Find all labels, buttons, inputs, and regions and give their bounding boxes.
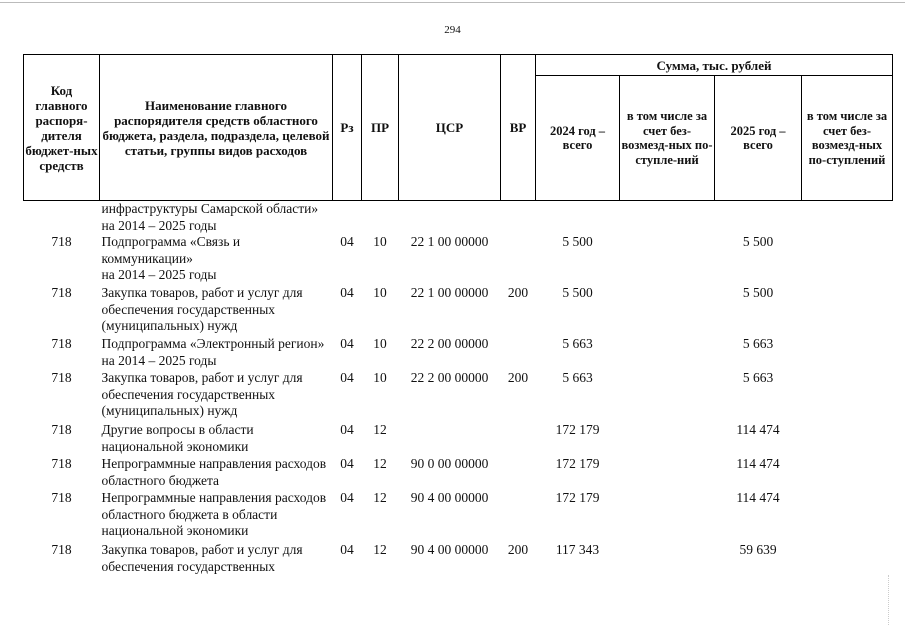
cell-vr: [501, 456, 536, 490]
cell-vr: [501, 490, 536, 542]
cell-rz: 04: [340, 285, 354, 300]
cell-2024-free: [620, 234, 715, 285]
cell-rz: 04: [340, 456, 354, 471]
cell-2024-total: 172 179: [555, 422, 600, 437]
header-2025-free: в том числе за счет без-возмезд-ных по-ступлений: [802, 76, 893, 201]
header-pr: ПР: [362, 55, 399, 201]
cell-name: инфраструктуры Самарской области» на 2014 – 2025 годы: [101, 201, 319, 233]
cell-vr: [501, 234, 536, 285]
cell-2024-total: 5 663: [562, 370, 593, 385]
cell-code: 718: [51, 422, 72, 437]
cell-2024-free: [620, 285, 715, 336]
cell-2025-free: [802, 422, 893, 456]
cell-pr: 12: [373, 422, 387, 437]
cell-name: Закупка товаров, работ и услуг для обеспечения государственных: [101, 542, 303, 574]
cell-2024-free: [620, 201, 715, 235]
cell-2024-total: [536, 201, 620, 235]
cell-csr: 22 2 00 00000: [410, 336, 489, 351]
cell-rz: 04: [340, 422, 354, 437]
cell-2025-free: [802, 201, 893, 235]
table-header: [24, 55, 893, 201]
cell-csr: [399, 422, 501, 456]
table-row: [24, 422, 893, 456]
cell-2025-free: [802, 490, 893, 542]
cell-name: Непрограммные направления расходов областного бюджета: [101, 456, 327, 488]
scan-artifact: [888, 575, 890, 625]
top-rule: [0, 2, 905, 3]
cell-2025-total: 5 500: [742, 285, 774, 300]
cell-vr: [501, 422, 536, 456]
header-rz: Рз: [333, 55, 362, 201]
cell-name: Закупка товаров, работ и услуг для обеспечения государственных (муниципальных) нужд: [101, 285, 303, 333]
table-row: [24, 336, 893, 370]
cell-2025-free: [802, 234, 893, 285]
cell-name: [100, 234, 333, 285]
table-row: [24, 542, 893, 576]
cell-csr: 90 4 00 00000: [410, 490, 489, 505]
table-row: [24, 285, 893, 336]
table-row: [24, 456, 893, 490]
cell-csr: [399, 201, 501, 235]
cell-vr: 200: [507, 370, 529, 385]
cell-pr: 12: [373, 456, 387, 471]
cell-rz: 04: [340, 370, 354, 385]
cell-2024-total: 172 179: [555, 490, 600, 505]
cell-name: Подпрограмма «Электронный регион» на 2014 – 2025 годы: [101, 336, 325, 368]
cell-rz: [333, 201, 362, 235]
cell-pr: [362, 201, 399, 235]
cell-vr: [501, 336, 536, 370]
header-sum: Сумма, тыс. рублей: [536, 55, 893, 76]
cell-rz: 04: [340, 490, 354, 505]
cell-2025-free: [802, 456, 893, 490]
cell-rz: 04: [340, 542, 354, 557]
table-row: [24, 370, 893, 422]
cell-code: [24, 201, 100, 235]
cell-name: Закупка товаров, работ и услуг для обеспечения государственных (муниципальных) нужд: [101, 370, 303, 418]
header-vr: ВР: [501, 55, 536, 201]
cell-csr: 22 2 00 00000: [410, 370, 489, 385]
cell-csr: 90 0 00 00000: [410, 456, 489, 471]
cell-2025-total: 114 474: [736, 490, 780, 505]
cell-2024-free: [620, 456, 715, 490]
cell-2024-free: [620, 490, 715, 542]
cell-2025-total: 5 663: [742, 336, 774, 351]
cell-pr: 12: [373, 490, 387, 505]
cell-2024-total: 117 343: [555, 542, 600, 557]
cell-2025-free: [802, 542, 893, 576]
table-body: [24, 201, 893, 577]
cell-code: 718: [51, 336, 72, 351]
cell-2024-free: [620, 370, 715, 422]
header-2024-total: 2024 год – всего: [536, 76, 620, 201]
cell-2024-total: 5 663: [562, 336, 593, 351]
cell-code: 718: [51, 490, 72, 505]
cell-vr: [501, 201, 536, 235]
cell-2025-total: 59 639: [739, 542, 777, 557]
cell-2024-total: 172 179: [555, 456, 600, 471]
cell-2025-total: 114 474: [736, 422, 780, 437]
cell-code: 718: [51, 285, 72, 300]
cell-pr: 10: [373, 336, 387, 351]
cell-2024-free: [620, 542, 715, 576]
cell-pr: 10: [373, 370, 387, 385]
cell-2024-total: 5 500: [562, 285, 593, 300]
cell-name: Другие вопросы в области национальной экономики: [101, 422, 254, 454]
cell-2025-total: [715, 201, 802, 235]
cell-2024-free: [620, 422, 715, 456]
table-row: [24, 234, 893, 285]
cell-vr: 200: [507, 285, 529, 300]
header-name: Наименование главного распорядителя средств областного бюджета, раздела, подраздела, целевой статьи, группы видов расходов: [100, 55, 333, 201]
cell-2025-total: 5 500: [742, 234, 774, 249]
cell-pr: 10: [373, 234, 387, 249]
cell-2025-total: 5 663: [742, 370, 774, 385]
name-line: Подпрограмма «Связь и коммуникации» на 2014 – 2025 годы: [101, 234, 241, 282]
cell-2025-total: 114 474: [736, 456, 780, 471]
table-row: [24, 201, 893, 235]
header-2024-free: в том числе за счет без-возмезд-ных по-ступле-ний: [620, 76, 715, 201]
cell-2025-free: [802, 336, 893, 370]
cell-csr: 22 1 00 00000: [410, 285, 489, 300]
cell-2024-free: [620, 336, 715, 370]
cell-rz: 04: [340, 336, 354, 351]
header-2025-total: 2025 год – всего: [715, 76, 802, 201]
cell-name: Непрограммные направления расходов областного бюджета в области национальной экономики: [101, 490, 327, 538]
cell-pr: 12: [373, 542, 387, 557]
cell-2024-total: 5 500: [562, 234, 593, 249]
header-code: Код главного распоря-дителя бюджет-ных средств: [24, 55, 100, 201]
header-csr: ЦСР: [399, 55, 501, 201]
cell-2025-free: [802, 285, 893, 336]
page-number: 294: [444, 24, 461, 36]
cell-csr: 22 1 00 00000: [410, 234, 489, 249]
cell-vr: 200: [507, 542, 529, 557]
cell-rz: 04: [340, 234, 354, 249]
cell-code: 718: [51, 370, 72, 385]
cell-code: 718: [51, 234, 72, 249]
budget-table: [23, 54, 893, 576]
cell-csr: 90 4 00 00000: [410, 542, 489, 557]
cell-code: 718: [51, 456, 72, 471]
table-row: [24, 490, 893, 542]
cell-pr: 10: [373, 285, 387, 300]
cell-2025-free: [802, 370, 893, 422]
cell-code: 718: [51, 542, 72, 557]
